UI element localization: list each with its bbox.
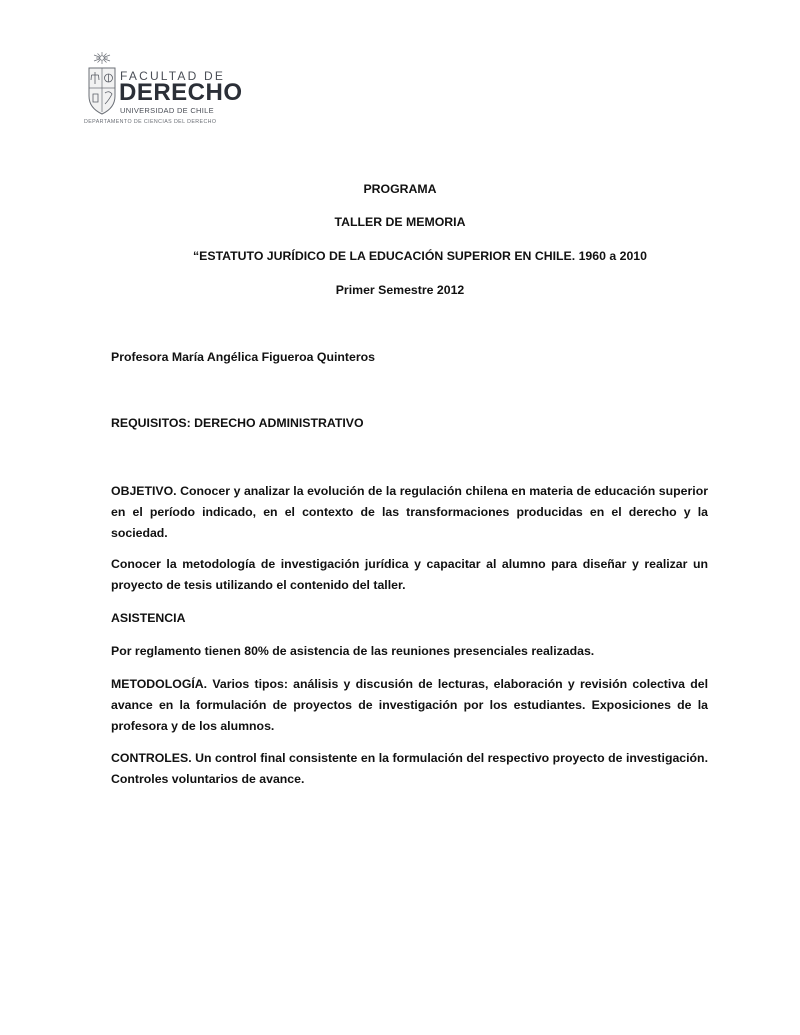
attendance-paragraph: Por reglamento tienen 80% de asistencia de las reuniones presenciales realizadas. <box>111 644 595 658</box>
logo-department-text: DEPARTAMENTO DE CIENCIAS DEL DERECHO <box>84 119 217 125</box>
logo-university-text: UNIVERSIDAD DE CHILE <box>120 106 214 115</box>
program-heading: PROGRAMA <box>363 182 437 196</box>
controls-paragraph: CONTROLES. Un control final consistente en la formulación del respectivo proyecto de investigación. Controles voluntarios de avance. <box>111 751 708 786</box>
course-subject: “ESTATUTO JURÍDICO DE LA EDUCACIÓN SUPERIOR EN CHILE. 1960 a 2010 <box>193 249 647 263</box>
research-methodology-paragraph: Conocer la metodología de investigación jurídica y capacitar al alumno para diseñar y realizar un proyecto de tesis utilizando el contenido del taller. <box>111 557 708 592</box>
semester-label: Primer Semestre 2012 <box>335 283 465 297</box>
requirements-line: REQUISITOS: DERECHO ADMINISTRATIVO <box>111 416 364 430</box>
university-crest-icon <box>82 50 122 120</box>
methodology-paragraph: METODOLOGÍA. Varios tipos: análisis y discusión de lecturas, elaboración y revisión colectiva del avance en la formulación de proyectos de investigación por los estudiantes. Exposiciones de la profesora y de los alumnos. <box>111 677 708 733</box>
faculty-logo <box>82 44 243 128</box>
professor-name: Profesora María Angélica Figueroa Quinteros <box>111 350 375 364</box>
logo-derecho-text: DERECHO <box>119 79 243 106</box>
logo-faculty-text: FACULTAD DE <box>120 69 226 83</box>
objective-paragraph: OBJETIVO. Conocer y analizar la evolución de la regulación chilena en materia de educación superior en el período indicado, en el contexto de las transformaciones producidas en el derecho y la sociedad. <box>111 484 708 540</box>
attendance-heading: ASISTENCIA <box>111 611 186 625</box>
course-title: TALLER DE MEMORIA <box>334 215 466 229</box>
